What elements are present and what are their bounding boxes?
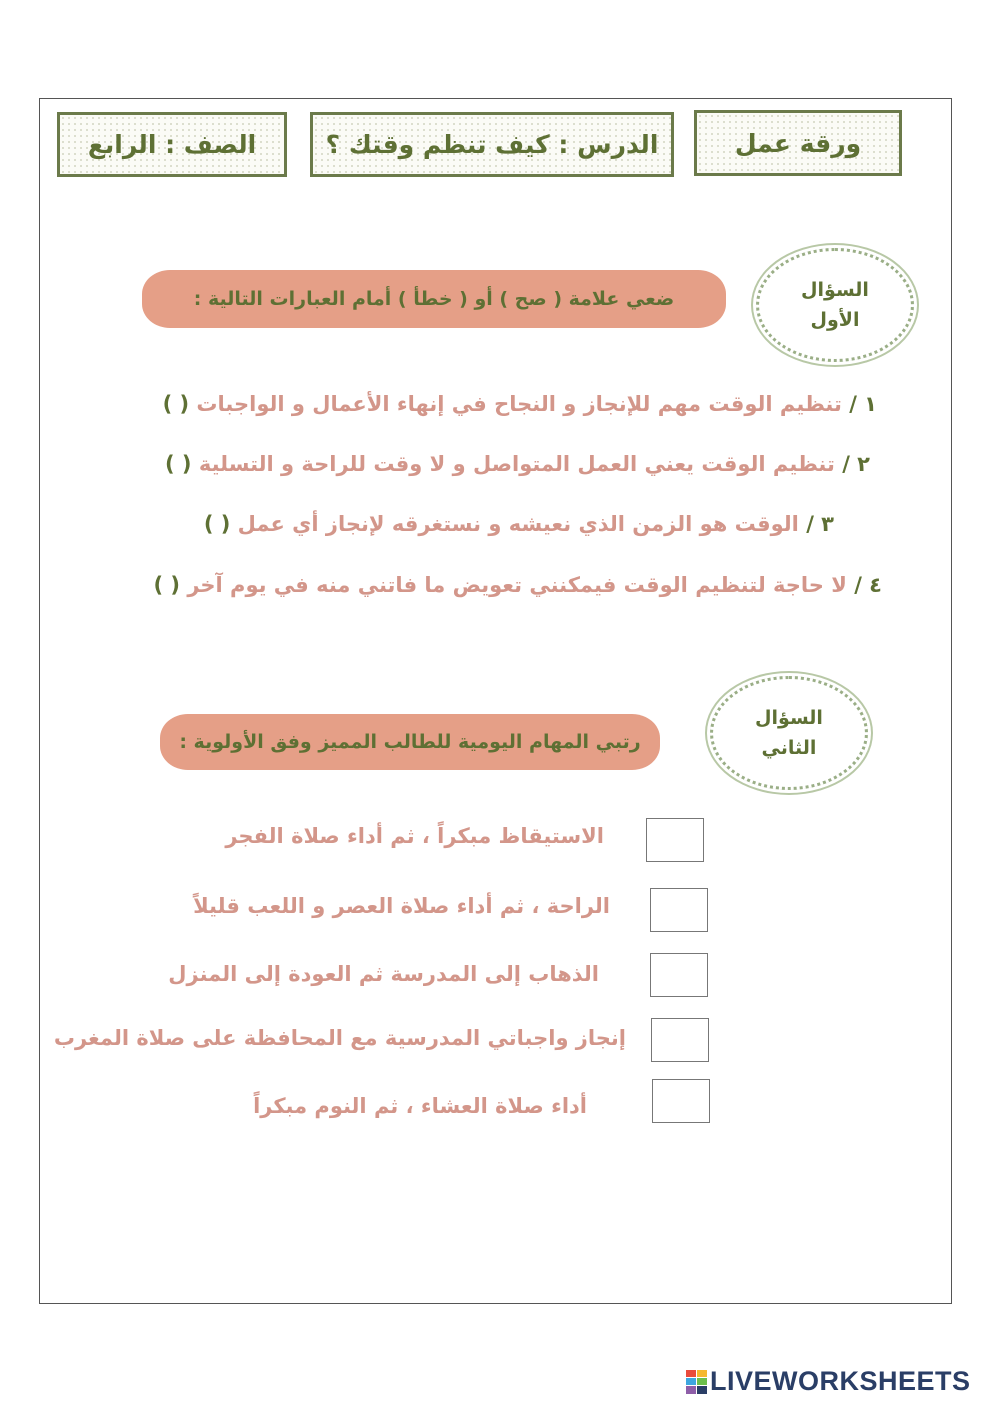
question-two-instruction-banner [160, 714, 660, 770]
statement-text: لا حاجة لتنظيم الوقت فيمكنني تعويض ما فاتني منه في يوم آخر [187, 573, 847, 597]
question-two-badge [710, 676, 868, 790]
question-one-instruction: ضعي علامة ( صح ) أو ( خطأ ) أمام العبارات التالية : [193, 288, 675, 310]
liveworksheets-logo-text: LIVEWORKSHEETS [710, 1366, 971, 1396]
order-box-4[interactable] [651, 1018, 709, 1062]
question-one-label: السؤال [801, 279, 869, 301]
worksheet-title: ورقة عمل [734, 128, 862, 158]
question-two-label: السؤال [755, 707, 823, 729]
lesson-title-box [310, 112, 674, 177]
order-box-5[interactable] [652, 1079, 710, 1123]
task-4: إنجاز واجباتي المدرسية مع المحافظة على صلاة المغرب [53, 1026, 626, 1050]
order-box-1[interactable] [646, 818, 704, 862]
task-1: الاستيقاظ مبكراً ، ثم أداء صلاة الفجر [225, 824, 604, 848]
statement-text: تنظيم الوقت مهم للإنجاز و النجاح في إنهاء الأعمال و الواجبات [196, 392, 842, 416]
question-one-badge [756, 248, 914, 362]
statement-1 [163, 392, 877, 416]
question-one-instruction-banner [142, 270, 726, 328]
lesson-title: الدرس : كيف تنظم وقتك ؟ [325, 130, 659, 159]
question-two-number: الثاني [761, 737, 817, 759]
statement-3 [204, 512, 834, 536]
order-box-3[interactable] [650, 953, 708, 997]
answer-blank[interactable]: ( ) [165, 452, 192, 476]
answer-blank[interactable]: ( ) [203, 512, 231, 536]
statement-number: ٢ / [842, 452, 870, 476]
statement-2 [165, 452, 870, 476]
liveworksheets-logo [686, 1366, 971, 1397]
task-3: الذهاب إلى المدرسة ثم العودة إلى المنزل [168, 962, 599, 986]
question-one-number: الأول [810, 309, 860, 331]
statement-text: الوقت هو الزمن الذي نعيشه و نستغرقه لإنجاز أي عمل [237, 512, 799, 536]
grade-label: الصف : الرابع [87, 130, 257, 159]
order-box-2[interactable] [650, 888, 708, 932]
liveworksheets-logo-icon [686, 1370, 707, 1394]
task-2: الراحة ، ثم أداء صلاة العصر و اللعب قليلاً [193, 894, 610, 918]
worksheet-title-box [694, 110, 902, 176]
answer-blank[interactable]: ( ) [153, 573, 181, 597]
grade-box [57, 112, 287, 177]
answer-blank[interactable]: ( ) [162, 392, 190, 416]
question-two-instruction: رتبي المهام اليومية للطالب المميز وفق الأولوية : [179, 731, 641, 753]
statement-4 [154, 573, 882, 597]
statement-text: تنظيم الوقت يعني العمل المتواصل و لا وقت للراحة و التسلية [198, 452, 835, 476]
statement-number: ١ / [849, 392, 877, 416]
statement-number: ٤ / [854, 573, 882, 597]
statement-number: ٣ / [806, 512, 834, 536]
task-5: أداء صلاة العشاء ، ثم النوم مبكراً [253, 1094, 587, 1118]
